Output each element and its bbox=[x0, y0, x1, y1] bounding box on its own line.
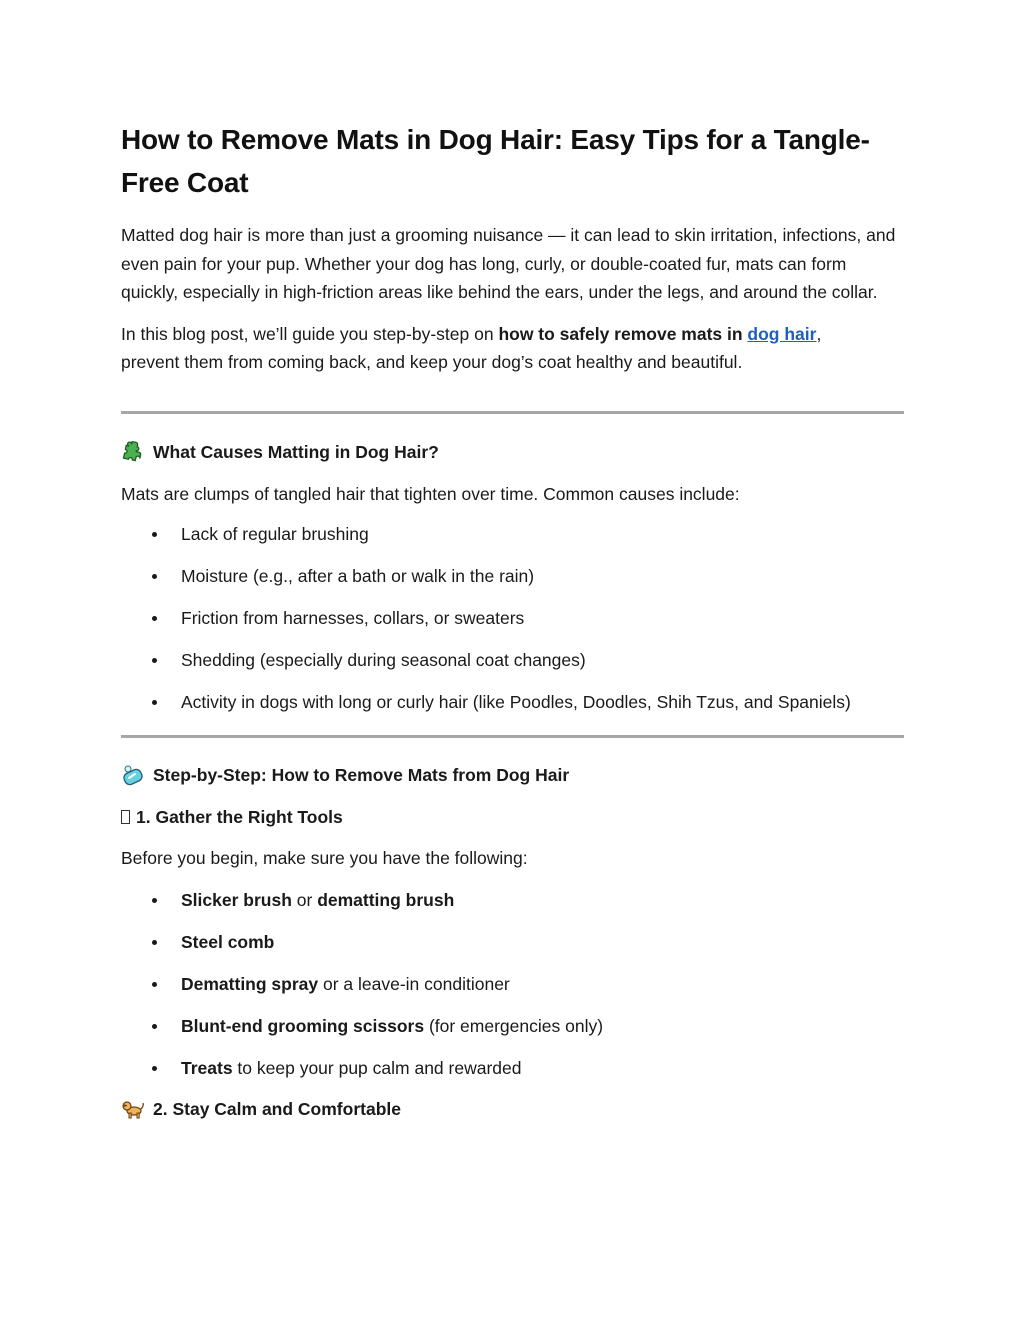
list-item: Moisture (e.g., after a bath or walk in the rain) bbox=[121, 562, 904, 604]
causes-lead: Mats are clumps of tangled hair that tighten over time. Common causes include: bbox=[121, 483, 740, 504]
list-item: Activity in dogs with long or curly hair (like Poodles, Doodles, Shih Tzus, and Spaniels) bbox=[121, 688, 904, 730]
list-item bbox=[121, 1012, 904, 1054]
tool-name: Dematting spray bbox=[181, 973, 319, 994]
tool-detail: to keep your pup calm and rewarded bbox=[232, 1057, 522, 1078]
intro2-prefix: In this blog post, we’ll guide you step-by-step on bbox=[121, 323, 499, 344]
tools-list bbox=[121, 886, 904, 1096]
puzzle-piece-icon bbox=[121, 440, 145, 464]
soap-icon bbox=[121, 763, 145, 787]
intro-paragraph: Matted dog hair is more than just a grooming nuisance — it can lead to skin irritation, infections, and even pain for your pup. Whether your dog has long, curly, or double-coated fur, mats can form quickly, especially in high-friction areas like behind the ears, under the legs, and around the collar. bbox=[121, 225, 896, 302]
tool-detail: (for emergencies only) bbox=[424, 1015, 604, 1036]
list-item: Lack of regular brushing bbox=[121, 520, 904, 562]
list-item bbox=[121, 928, 904, 970]
intro2-bold: how to safely remove mats in bbox=[498, 323, 748, 344]
tool-name-2: dematting brush bbox=[317, 889, 455, 910]
intro2-comma: , bbox=[816, 323, 822, 344]
list-item bbox=[121, 886, 904, 928]
list-item: Shedding (especially during seasonal coat changes) bbox=[121, 646, 904, 688]
intro-paragraph-2 bbox=[121, 320, 904, 377]
dog-icon bbox=[121, 1097, 145, 1121]
missing-glyph-box-icon bbox=[121, 810, 130, 824]
step2-heading bbox=[121, 1096, 904, 1122]
list-item bbox=[121, 970, 904, 1012]
section-heading-steps-text: Step-by-Step: How to Remove Mats from Dog Hair bbox=[153, 765, 570, 785]
divider bbox=[121, 735, 904, 738]
section-heading-steps bbox=[121, 762, 904, 788]
dog-hair-link[interactable]: dog hair bbox=[747, 323, 817, 344]
intro2-line2: prevent them from coming back, and keep your dog’s coat healthy and beautiful. bbox=[121, 352, 743, 372]
list-item: Friction from harnesses, collars, or sweaters bbox=[121, 604, 904, 646]
tool-name: Treats bbox=[181, 1057, 233, 1078]
tools-lead: Before you begin, make sure you have the following: bbox=[121, 848, 528, 868]
section-heading-causes-text: What Causes Matting in Dog Hair? bbox=[153, 441, 439, 462]
section-heading-causes bbox=[121, 439, 904, 465]
page-title: How to Remove Mats in Dog Hair: Easy Tips for a Tangle-Free Coat bbox=[121, 124, 870, 198]
tool-name: Steel comb bbox=[181, 931, 275, 952]
tool-detail: or bbox=[291, 889, 318, 910]
tool-detail: or a leave-in conditioner bbox=[318, 973, 510, 994]
list-item bbox=[121, 1054, 904, 1096]
step1-heading-text: 1. Gather the Right Tools bbox=[136, 807, 343, 827]
causes-list bbox=[121, 520, 904, 730]
step2-heading-text: 2. Stay Calm and Comfortable bbox=[153, 1098, 401, 1119]
tool-name: Blunt-end grooming scissors bbox=[181, 1015, 425, 1036]
document-page bbox=[121, 118, 904, 1122]
tool-name: Slicker brush bbox=[181, 889, 292, 910]
step1-heading bbox=[121, 804, 904, 830]
divider bbox=[121, 411, 904, 414]
